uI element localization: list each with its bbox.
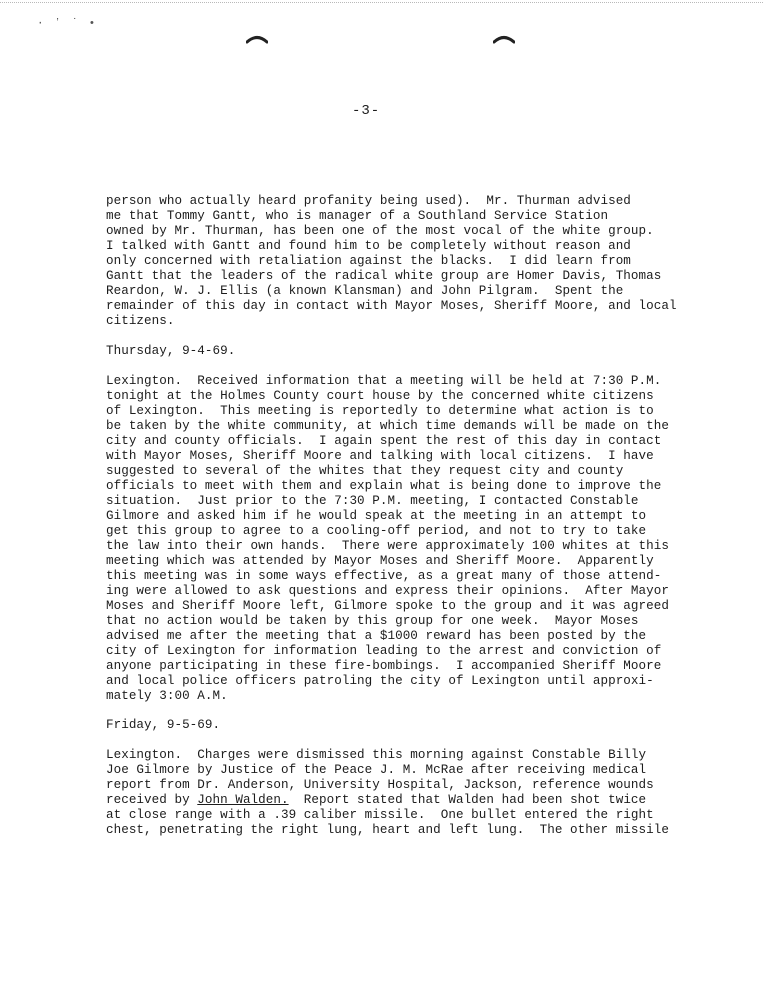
friday-lines-before: Lexington. Charges were dismissed this morning against Constable Billy Joe Gilmore by Justice of the Peace J. M. McRae after receiving medical report from Dr. Anderson, University Hospital, Jackson, reference wounds [106, 748, 654, 792]
walden-name: John Walden. [197, 793, 289, 807]
paragraph-thursday: Lexington. Received information that a meeting will be held at 7:30 P.M. tonight at the Holmes County court house by the concerned white citizens of Lexington. This meeting is reportedly to determine what action is to be taken by the white community, at which time demands will be made on the city and county officials. I again spent the rest of this day in contact with Mayor Moses, Sheriff Moore and talking with local citizens. I have suggested to several of the whites that they request city and county officials to meet with them and explain what is being done to improve the situation. Just prior to the 7:30 P.M. meeting, I contacted Constable Gilmore and asked him if he would speak at the meeting in an attempt to get this group to agree to a cooling-off period, and not to try to take the law into their own hands. There were approximately 100 whites at this meeting which was attended by Mayor Moses and Sheriff Moore. Apparently this meeting was in some ways effective, as a great many of those attend- ing were allowed to ask questions and express their opinions. After Mayor Moses and Sheriff Moore left, Gilmore spoke to the group and it was agreed that no action would be taken by this group for one week. Mayor Moses advised me after the meeting that a $1000 reward has been posted by the city of Lexington for information leading to the arrest and conviction of anyone participating in these fire-bombings. I accompanied Sheriff Moore and local police officers patroling the city of Lexington until approxi- mately 3:00 A.M. [106, 374, 669, 703]
page-number: -3- [352, 103, 381, 119]
walden-suffix: Report stated that Walden had been shot twice [288, 793, 647, 807]
top-dotted-rule [0, 2, 763, 3]
punch-mark-left-icon [246, 34, 268, 44]
paragraph-continuation: person who actually heard profanity being used). Mr. Thurman advised me that Tommy Gantt, who is manager of a Southland Service Station owned by Mr. Thurman, has been one of the most vocal of the white group. I talked with Gantt and found him to be completely without reason and only concerned with retaliation against the blacks. I did learn from Gantt that the leaders of the radical white group are Homer Davis, Thomas Reardon, W. J. Ellis (a known Klansman) and John Pilgram. Spent the remainder of this day in contact with Mayor Moses, Sheriff Moore, and local citizens. [106, 194, 677, 328]
date-heading-friday: Friday, 9-5-69. [106, 718, 221, 732]
punch-mark-right-icon [493, 34, 515, 44]
corner-marks: · ʼ ˙ • [37, 18, 98, 30]
paragraph-friday [106, 748, 676, 838]
date-heading-thursday: Thursday, 9-4-69. [106, 344, 236, 358]
walden-prefix: received by [106, 793, 198, 807]
friday-lines-after: at close range with a .39 caliber missile. One bullet entered the right chest, penetrating the right lung, heart and left lung. The other missile [106, 808, 669, 837]
